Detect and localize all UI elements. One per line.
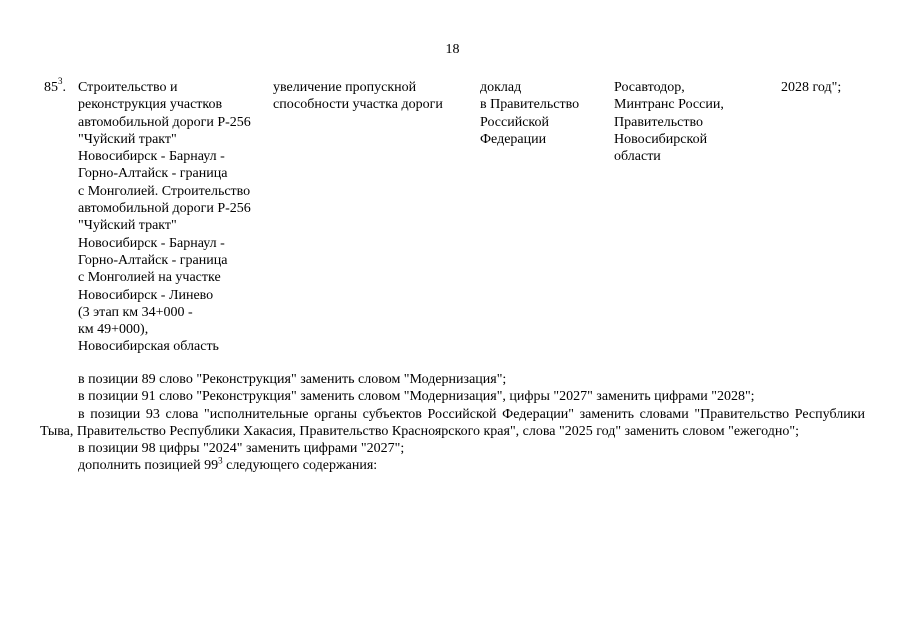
term-cell: 2028 год"; <box>781 80 842 95</box>
amendment-paragraph: в позиции 98 цифры "2024" заменить цифрами "2027"; <box>78 441 405 457</box>
object-name-cell: Строительство и реконструкция участков автомобильной дороги Р-256 "Чуйский тракт" Новосибирск - Барнаул - Горно-Алтайск - граница с Монголией. Строительство автомобильной дороги Р-256 "Чуйский тракт" Новосибирск - Барнаул - Горно-Алтайск - граница с Монголией на участке Новосибирск - Линево (3 этап км 34+000 - км 49+000), Новосибирская область <box>78 80 251 355</box>
result-cell: увеличение пропускной способности участка дороги <box>273 80 443 113</box>
amendment-paragraph: в позиции 93 слова "исполнительные органы субъектов Российской Федерации" заменить словами "Правительство Республики Тыва, Правительство Республики Хакасия, Правительство Красноярского края", слова "2025 год" заменить словом "ежегодно"; <box>40 406 865 439</box>
amendment-paragraph: дополнить позицией $99^3$ следующего содержания: <box>78 455 378 474</box>
position-number: $85^3$. <box>44 76 66 95</box>
amendment-paragraph: в позиции 91 слово "Реконструкция" заменить словом "Модернизация", цифры "2027" заменить цифрами "2028"; <box>78 389 755 405</box>
amendment-paragraph: в позиции 89 слово "Реконструкция" заменить словом "Модернизация"; <box>78 372 507 387</box>
responsible-cell: Росавтодор, Минтранс России, Правительство Новосибирской области <box>614 80 724 165</box>
page-number: 18 <box>445 42 460 57</box>
report-cell: доклад в Правительство Российской Федерации <box>480 80 580 147</box>
amendments-text <box>40 371 865 475</box>
